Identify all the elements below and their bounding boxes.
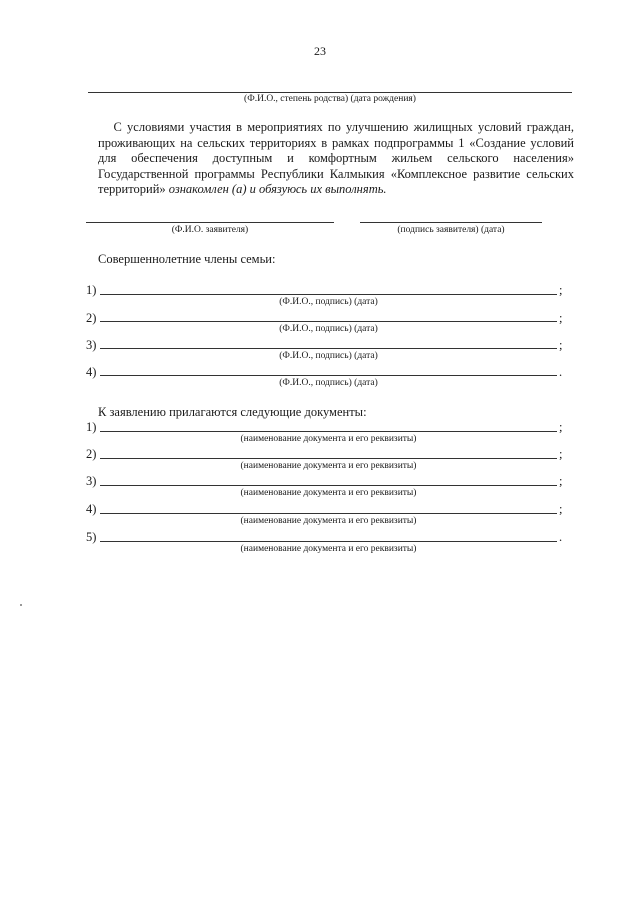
document-row-number: 2)	[86, 447, 97, 461]
family-row-caption: (Ф.И.О., подпись) (дата)	[279, 378, 378, 388]
family-row-line	[100, 321, 557, 322]
family-row-end: ;	[559, 283, 563, 297]
document-row-end: ;	[559, 502, 563, 516]
document-row-line	[100, 458, 557, 459]
document-row-caption: (наименование документа и его реквизиты)	[240, 544, 417, 554]
document-row-line	[100, 513, 557, 514]
relative-info-caption: (Ф.И.О., степень родства) (дата рождения)	[244, 94, 416, 104]
applicant-name-line	[86, 222, 334, 223]
acknowledgement-paragraph	[98, 120, 574, 198]
document-row-line	[100, 431, 557, 432]
relative-info-line	[88, 92, 572, 93]
document-row-end: ;	[559, 420, 563, 434]
family-row-end: .	[559, 365, 563, 379]
family-row-caption: (Ф.И.О., подпись) (дата)	[279, 351, 378, 361]
document-row-number: 3)	[86, 474, 97, 488]
document-row-caption: (наименование документа и его реквизиты)	[240, 461, 417, 471]
document-row-line	[100, 541, 557, 542]
family-row-number: 4)	[86, 365, 97, 379]
family-row-caption: (Ф.И.О., подпись) (дата)	[279, 297, 378, 307]
family-row-number: 1)	[86, 283, 97, 297]
family-heading: Совершеннолетние члены семьи:	[98, 252, 276, 266]
document-row-caption: (наименование документа и его реквизиты)	[240, 516, 417, 526]
documents-heading: К заявлению прилагаются следующие документы:	[98, 405, 367, 419]
family-row-line	[100, 375, 557, 376]
document-row-end: .	[559, 530, 563, 544]
family-row-line	[100, 294, 557, 295]
page-number: 23	[314, 44, 326, 58]
acknowledgement-text: С условиями участия в мероприятиях по улучшению жилищных условий граждан, проживающих на сельских территориях в рамках подпрограммы 1 «Создание условий для обеспечения доступным и комфортным жильем сельского населения» Государственной программы Республики Калмыкия «Комплексное развитие сельских территорий»	[98, 120, 574, 196]
family-row-end: ;	[559, 338, 563, 352]
document-row-caption: (наименование документа и его реквизиты)	[240, 434, 417, 444]
scan-speck	[20, 604, 22, 606]
applicant-signature-caption: (подпись заявителя) (дата)	[397, 225, 505, 235]
family-row-line	[100, 348, 557, 349]
document-row-number: 1)	[86, 420, 97, 434]
family-row-number: 3)	[86, 338, 97, 352]
document-row-number: 5)	[86, 530, 97, 544]
family-row-caption: (Ф.И.О., подпись) (дата)	[279, 324, 378, 334]
document-row-end: ;	[559, 474, 563, 488]
document-row-line	[100, 485, 557, 486]
applicant-signature-line	[360, 222, 542, 223]
document-row-end: ;	[559, 447, 563, 461]
acknowledgement-italic: ознакомлен (а) и обязуюсь их выполнять.	[168, 182, 387, 196]
document-row-number: 4)	[86, 502, 97, 516]
document-row-caption: (наименование документа и его реквизиты)	[240, 488, 417, 498]
family-row-end: ;	[559, 311, 563, 325]
family-row-number: 2)	[86, 311, 97, 325]
applicant-name-caption: (Ф.И.О. заявителя)	[171, 225, 249, 235]
